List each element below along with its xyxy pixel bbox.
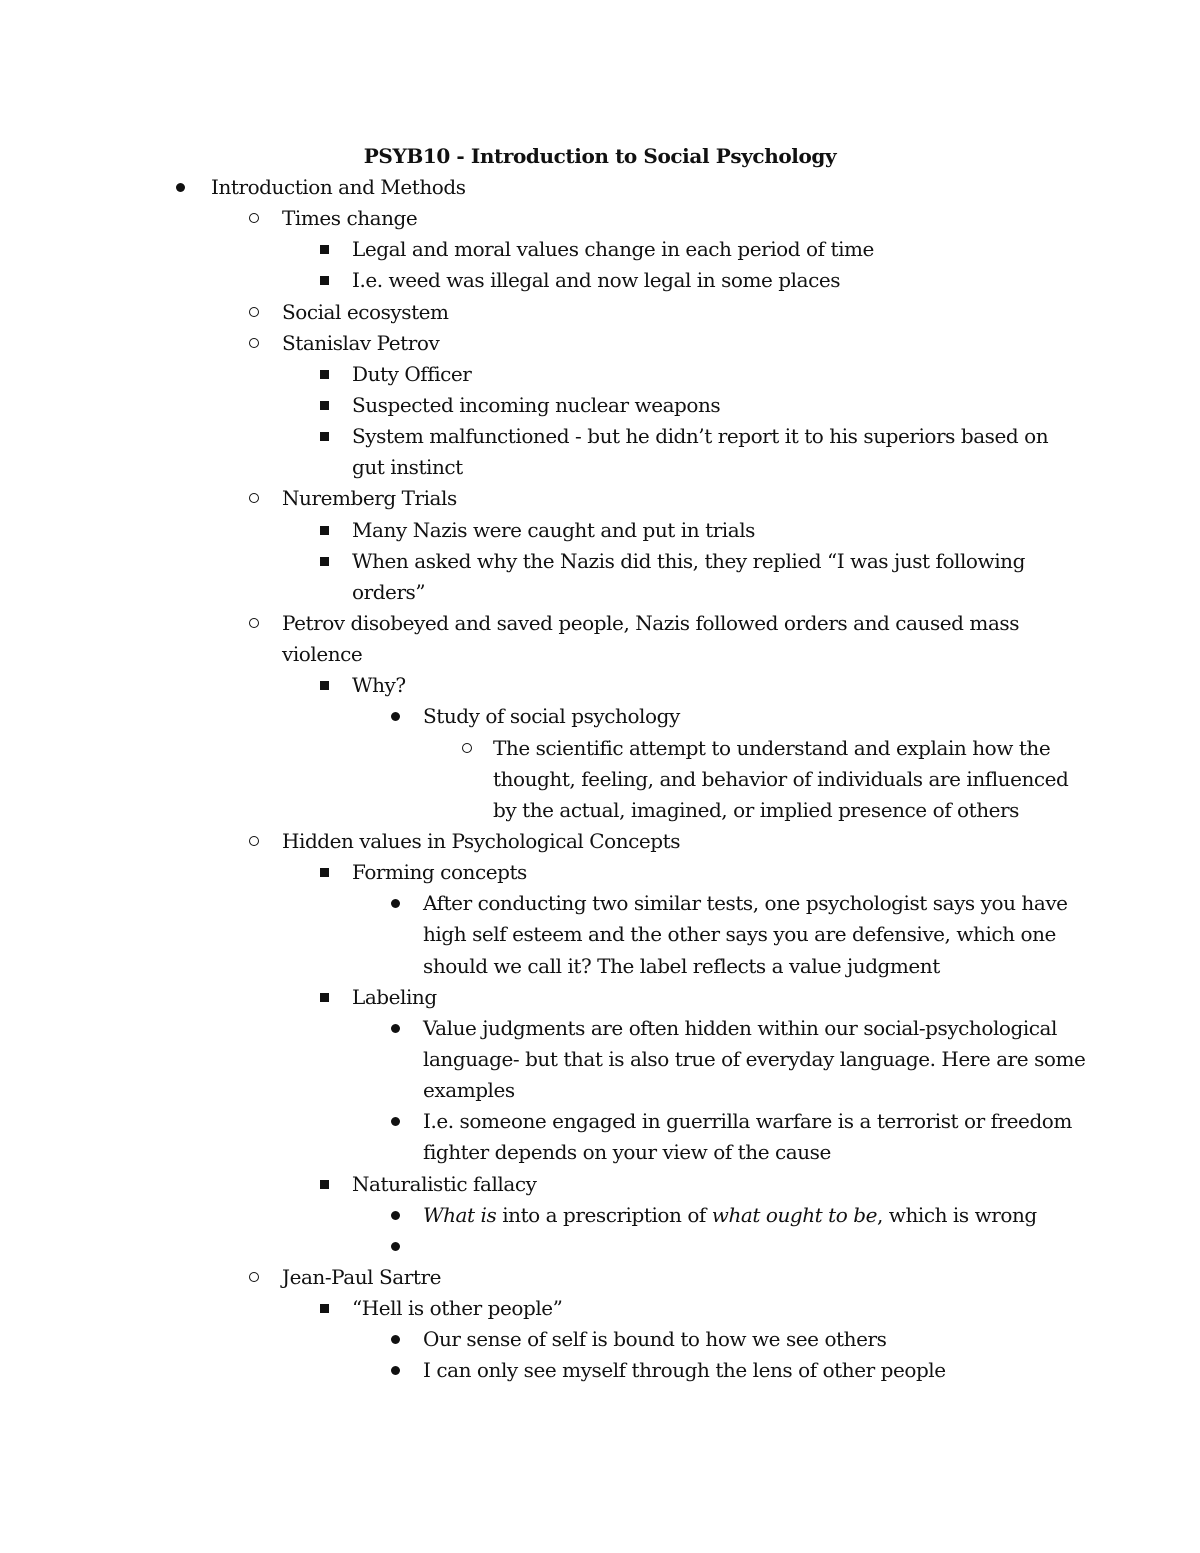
outline-line bbox=[0, 888, 1200, 919]
outline-text: I.e. someone engaged in guerrilla warfare is a terrorist or freedom bbox=[423, 1109, 1072, 1134]
circle-bullet-icon bbox=[249, 1272, 259, 1282]
outline-line bbox=[0, 1355, 1200, 1386]
outline-text: Why? bbox=[352, 673, 406, 698]
square-bullet-icon bbox=[320, 245, 329, 254]
circle-bullet-icon bbox=[249, 493, 259, 503]
square-bullet-icon bbox=[320, 1180, 329, 1189]
text-run: into a prescription of bbox=[496, 1202, 712, 1227]
outline-line bbox=[0, 919, 1200, 950]
square-bullet-icon bbox=[320, 526, 329, 535]
disc-bullet-icon bbox=[391, 712, 400, 721]
disc-bullet-icon bbox=[391, 1335, 400, 1344]
outline-text: Forming concepts bbox=[352, 860, 527, 885]
disc-bullet-icon bbox=[391, 1117, 400, 1126]
outline-line bbox=[0, 670, 1200, 701]
outline-line bbox=[0, 1106, 1200, 1137]
outline-text: I can only see myself through the lens of other people bbox=[423, 1358, 946, 1383]
outline-line bbox=[0, 483, 1200, 514]
outline-text: When asked why the Nazis did this, they replied “I was just following bbox=[352, 548, 1025, 573]
disc-bullet-icon bbox=[391, 1024, 400, 1033]
outline-text: Stanislav Petrov bbox=[282, 330, 440, 355]
outline-text: thought, feeling, and behavior of individuals are influenced bbox=[493, 766, 1069, 791]
outline-line bbox=[0, 515, 1200, 546]
square-bullet-icon bbox=[320, 370, 329, 379]
disc-bullet-icon bbox=[391, 899, 400, 908]
outline-text: orders” bbox=[352, 579, 426, 604]
text-run: , which is wrong bbox=[876, 1202, 1037, 1227]
outline-line bbox=[0, 639, 1200, 670]
outline-line bbox=[0, 982, 1200, 1013]
outline-text: System malfunctioned - but he didn’t report it to his superiors based on bbox=[352, 424, 1049, 449]
outline-text: Times change bbox=[282, 206, 418, 231]
outline-line bbox=[0, 1075, 1200, 1106]
outline-line bbox=[0, 951, 1200, 982]
square-bullet-icon bbox=[320, 557, 329, 566]
disc-bullet-icon bbox=[391, 1366, 400, 1375]
outline-line bbox=[0, 234, 1200, 265]
outline-line bbox=[0, 1137, 1200, 1168]
outline-line bbox=[0, 172, 1200, 203]
outline-line bbox=[0, 390, 1200, 421]
outline-text: Study of social psychology bbox=[423, 704, 680, 729]
square-bullet-icon bbox=[320, 401, 329, 410]
italic-text: What is bbox=[423, 1202, 497, 1227]
outline-text: Our sense of self is bound to how we see others bbox=[423, 1327, 887, 1352]
outline-line bbox=[0, 359, 1200, 390]
outline-text: Naturalistic fallacy bbox=[352, 1171, 537, 1196]
outline-line bbox=[0, 1200, 1200, 1231]
outline-text: Hidden values in Psychological Concepts bbox=[282, 828, 681, 853]
outline-line bbox=[0, 1013, 1200, 1044]
outline-line bbox=[0, 452, 1200, 483]
outline-line bbox=[0, 608, 1200, 639]
outline-text: “Hell is other people” bbox=[352, 1296, 563, 1321]
outline-line bbox=[0, 1044, 1200, 1075]
outline-line bbox=[0, 328, 1200, 359]
outline-line bbox=[0, 265, 1200, 296]
outline-text: After conducting two similar tests, one psychologist says you have bbox=[423, 891, 1068, 916]
outline-line bbox=[0, 297, 1200, 328]
outline-text: Duty Officer bbox=[352, 361, 472, 386]
italic-text: what ought to be bbox=[711, 1202, 877, 1227]
disc-bullet-icon bbox=[391, 1211, 400, 1220]
outline-line bbox=[0, 1231, 1200, 1262]
outline-text: examples bbox=[423, 1078, 515, 1103]
outline-line bbox=[0, 421, 1200, 452]
circle-bullet-icon bbox=[249, 213, 259, 223]
outline-text bbox=[423, 1200, 1037, 1231]
outline-text: by the actual, imagined, or implied presence of others bbox=[493, 797, 1019, 822]
square-bullet-icon bbox=[320, 276, 329, 285]
square-bullet-icon bbox=[320, 432, 329, 441]
outline-text: Introduction and Methods bbox=[211, 175, 466, 199]
circle-bullet-icon bbox=[462, 743, 472, 753]
square-bullet-icon bbox=[320, 1304, 329, 1313]
outline-line bbox=[0, 1293, 1200, 1324]
circle-bullet-icon bbox=[249, 307, 259, 317]
outline-text: Jean-Paul Sartre bbox=[282, 1264, 441, 1289]
document-title: PSYB10 - Introduction to Social Psychology bbox=[363, 144, 837, 168]
disc-bullet-icon bbox=[176, 183, 185, 192]
square-bullet-icon bbox=[320, 868, 329, 877]
outline-text: Petrov disobeyed and saved people, Nazis followed orders and caused mass bbox=[282, 610, 1020, 635]
outline-line bbox=[0, 733, 1200, 764]
outline-line bbox=[0, 546, 1200, 577]
outline-line bbox=[0, 857, 1200, 888]
square-bullet-icon bbox=[320, 993, 329, 1002]
outline-text: violence bbox=[282, 642, 363, 667]
outline-text: fighter depends on your view of the cause bbox=[423, 1140, 831, 1165]
outline-text: I.e. weed was illegal and now legal in some places bbox=[352, 268, 841, 293]
outline-text: Value judgments are often hidden within our social-psychological bbox=[423, 1015, 1057, 1040]
disc-bullet-icon bbox=[391, 1242, 400, 1251]
outline-line bbox=[0, 1324, 1200, 1355]
circle-bullet-icon bbox=[249, 836, 259, 846]
outline-line bbox=[0, 795, 1200, 826]
outline-text: Labeling bbox=[352, 984, 437, 1009]
square-bullet-icon bbox=[320, 681, 329, 690]
outline-line bbox=[0, 1262, 1200, 1293]
outline-text: Suspected incoming nuclear weapons bbox=[352, 392, 721, 417]
outline-text: Nuremberg Trials bbox=[282, 486, 457, 511]
circle-bullet-icon bbox=[249, 618, 259, 628]
outline-list bbox=[0, 172, 1200, 1386]
outline-line bbox=[0, 701, 1200, 732]
outline-text: Legal and moral values change in each period of time bbox=[352, 237, 874, 262]
outline-text: The scientific attempt to understand and explain how the bbox=[493, 735, 1051, 760]
outline-text: Many Nazis were caught and put in trials bbox=[352, 517, 755, 542]
outline-line bbox=[0, 577, 1200, 608]
outline-text: Social ecosystem bbox=[282, 299, 449, 324]
outline-text: gut instinct bbox=[352, 455, 463, 480]
outline-text: should we call it? The label reflects a value judgment bbox=[423, 953, 940, 978]
outline-line bbox=[0, 1169, 1200, 1200]
outline-line bbox=[0, 203, 1200, 234]
outline-text: high self esteem and the other says you are defensive, which one bbox=[423, 922, 1056, 947]
outline-text: language- but that is also true of everyday language. Here are some bbox=[423, 1046, 1086, 1071]
outline-line bbox=[0, 826, 1200, 857]
outline-line bbox=[0, 764, 1200, 795]
circle-bullet-icon bbox=[249, 338, 259, 348]
